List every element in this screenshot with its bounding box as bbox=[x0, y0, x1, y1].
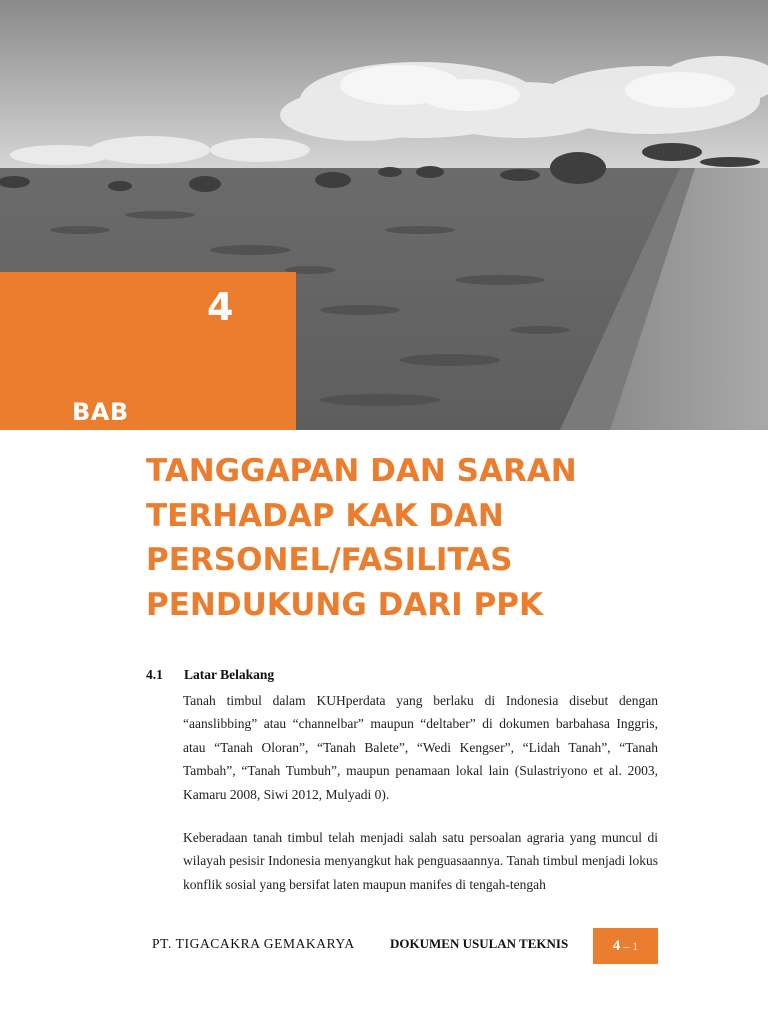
footer-company: PT. TIGACAKRA GEMAKARYA bbox=[152, 936, 355, 951]
section-number: 4.1 bbox=[146, 667, 163, 682]
chapter-title-line: TERHADAP KAK DAN bbox=[146, 497, 504, 534]
chapter-label: BAB bbox=[72, 398, 129, 426]
chapter-banner bbox=[0, 272, 296, 430]
section-title: Latar Belakang bbox=[184, 667, 275, 682]
body-paragraph: Tanah timbul dalam KUHperdata yang berlaku di Indonesia disebut dengan “aanslibbing” atau “channelbar” maupun “deltaber” di dokumen barbahasa Inggris, atau “Tanah Oloran”, “Tanah Balete”, “Wedi Kengser”, “Lidah Tanah”, “Tanah Tambah”, “Tanah Tumbuh”, maupun penamaan lokal lain (Sulastriyono et al. 2003, Kamaru 2008, Siwi 2012, Mulyadi 0). bbox=[183, 693, 658, 802]
chapter-title-line: PERSONEL/FASILITAS bbox=[146, 542, 513, 578]
footer-document-title: DOKUMEN USULAN TEKNIS bbox=[390, 936, 569, 951]
page-sub: – 1 bbox=[620, 939, 639, 953]
chapter-title-line: PENDUKUNG DARI PPK bbox=[146, 586, 543, 623]
chapter-title-line: TANGGAPAN DAN SARAN bbox=[146, 453, 577, 489]
page-chapter: 4 bbox=[612, 938, 621, 954]
page-number-badge bbox=[593, 928, 658, 964]
chapter-title bbox=[146, 449, 706, 627]
section-heading bbox=[146, 667, 274, 683]
body-paragraph: Keberadaan tanah timbul telah menjadi salah satu persoalan agraria yang muncul di wilayah pesisir Indonesia menyangkut hak penguasaannya. Tanah timbul menjadi lokus konflik sosial yang bersifat laten maupun manifes di tengah-tengah bbox=[183, 830, 658, 892]
chapter-number: 4 bbox=[207, 285, 234, 329]
